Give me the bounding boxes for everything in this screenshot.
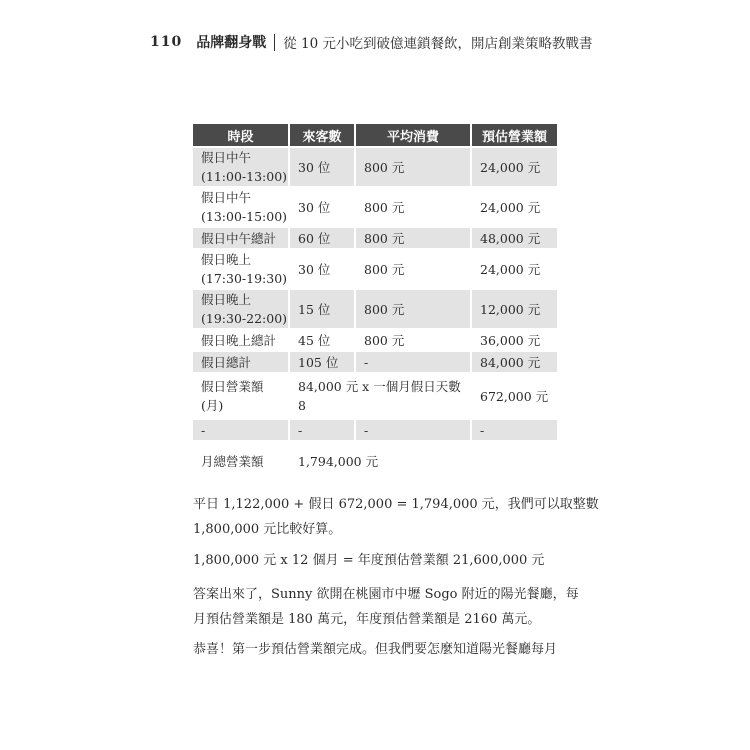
revenue-cell: 672,000 元 <box>471 373 557 419</box>
dash-cell: - <box>471 419 557 441</box>
guests-cell: 105 位 <box>289 351 355 373</box>
period-cell: 假日中午總計 <box>193 227 289 249</box>
avg-cell: 800 元 <box>355 227 471 249</box>
revenue-cell: 84,000 元 <box>471 351 557 373</box>
paragraph-calculation: 平日 1,122,000 + 假日 672,000 = 1,794,000 元，我們可以取整數 1,800,000 元比較好算。 <box>193 497 599 537</box>
table-row <box>193 227 557 249</box>
paragraph-congrats: 恭喜！第一步預估營業額完成。但我們要怎麼知道陽光餐廳每月 <box>193 642 558 657</box>
table-row <box>193 147 557 187</box>
avg-cell: 800 元 <box>355 329 471 351</box>
guests-cell: 45 位 <box>289 329 355 351</box>
avg-cell: 800 元 <box>355 187 471 227</box>
running-header <box>150 31 593 53</box>
dash-cell: - <box>355 419 471 441</box>
guests-cell: 30 位 <box>289 147 355 187</box>
table-row-total <box>193 441 557 480</box>
period-cell: 假日晚上 (19:30-22:00) <box>193 289 289 329</box>
header-avg-spend: 平均消費 <box>355 124 471 147</box>
period-cell: 假日晚上總計 <box>193 329 289 351</box>
header-divider <box>274 34 275 51</box>
total-label-cell: 月總營業額 <box>193 441 289 480</box>
guests-cell: 30 位 <box>289 187 355 227</box>
avg-cell: 800 元 <box>355 249 471 289</box>
guests-cell: 15 位 <box>289 289 355 329</box>
revenue-cell: 24,000 元 <box>471 249 557 289</box>
period-cell: 假日總計 <box>193 351 289 373</box>
period-cell: 假日中午 (11:00-13:00) <box>193 147 289 187</box>
revenue-cell: 36,000 元 <box>471 329 557 351</box>
table-row-monthly <box>193 373 557 419</box>
period-cell: 假日中午 (13:00-15:00) <box>193 187 289 227</box>
revenue-cell: 12,000 元 <box>471 289 557 329</box>
dash-cell: - <box>289 419 355 441</box>
period-cell: 假日晚上 (17:30-19:30) <box>193 249 289 289</box>
guests-cell: 60 位 <box>289 227 355 249</box>
revenue-cell: 24,000 元 <box>471 187 557 227</box>
avg-cell: 800 元 <box>355 289 471 329</box>
period-cell: 假日營業額 (月) <box>193 373 289 419</box>
formula-cell: 84,000 元 x 一個月假日天數 8 <box>289 373 471 419</box>
table-row-dashes <box>193 419 557 441</box>
guests-cell: 30 位 <box>289 249 355 289</box>
page-number: 110 <box>150 34 183 50</box>
revenue-cell: 48,000 元 <box>471 227 557 249</box>
revenue-cell: 24,000 元 <box>471 147 557 187</box>
revenue-table <box>193 124 557 480</box>
table-row <box>193 329 557 351</box>
table-row <box>193 249 557 289</box>
table-row <box>193 351 557 373</box>
total-value-cell: 1,794,000 元 <box>289 441 557 480</box>
paragraph-annual: 1,800,000 元 x 12 個月 = 年度預估營業額 21,600,000 元 <box>193 553 545 568</box>
table-header-row <box>193 124 557 147</box>
header-est-revenue: 預估營業額 <box>471 124 557 147</box>
table-row <box>193 187 557 227</box>
book-title: 品牌翻身戰 <box>196 35 267 51</box>
header-period: 時段 <box>193 124 289 147</box>
book-subtitle: 從 10 元小吃到破億連鎖餐飲，開店創業策略教戰書 <box>283 36 593 52</box>
paragraph-answer: 答案出來了，Sunny 欲開在桃園市中壢 Sogo 附近的陽光餐廳，每 月預估營業額是 180 萬元，年度預估營業額是 2160 萬元。 <box>193 587 579 627</box>
avg-cell: 800 元 <box>355 147 471 187</box>
header-guests: 來客數 <box>289 124 355 147</box>
avg-cell: - <box>355 351 471 373</box>
dash-cell: - <box>193 419 289 441</box>
table-row <box>193 289 557 329</box>
